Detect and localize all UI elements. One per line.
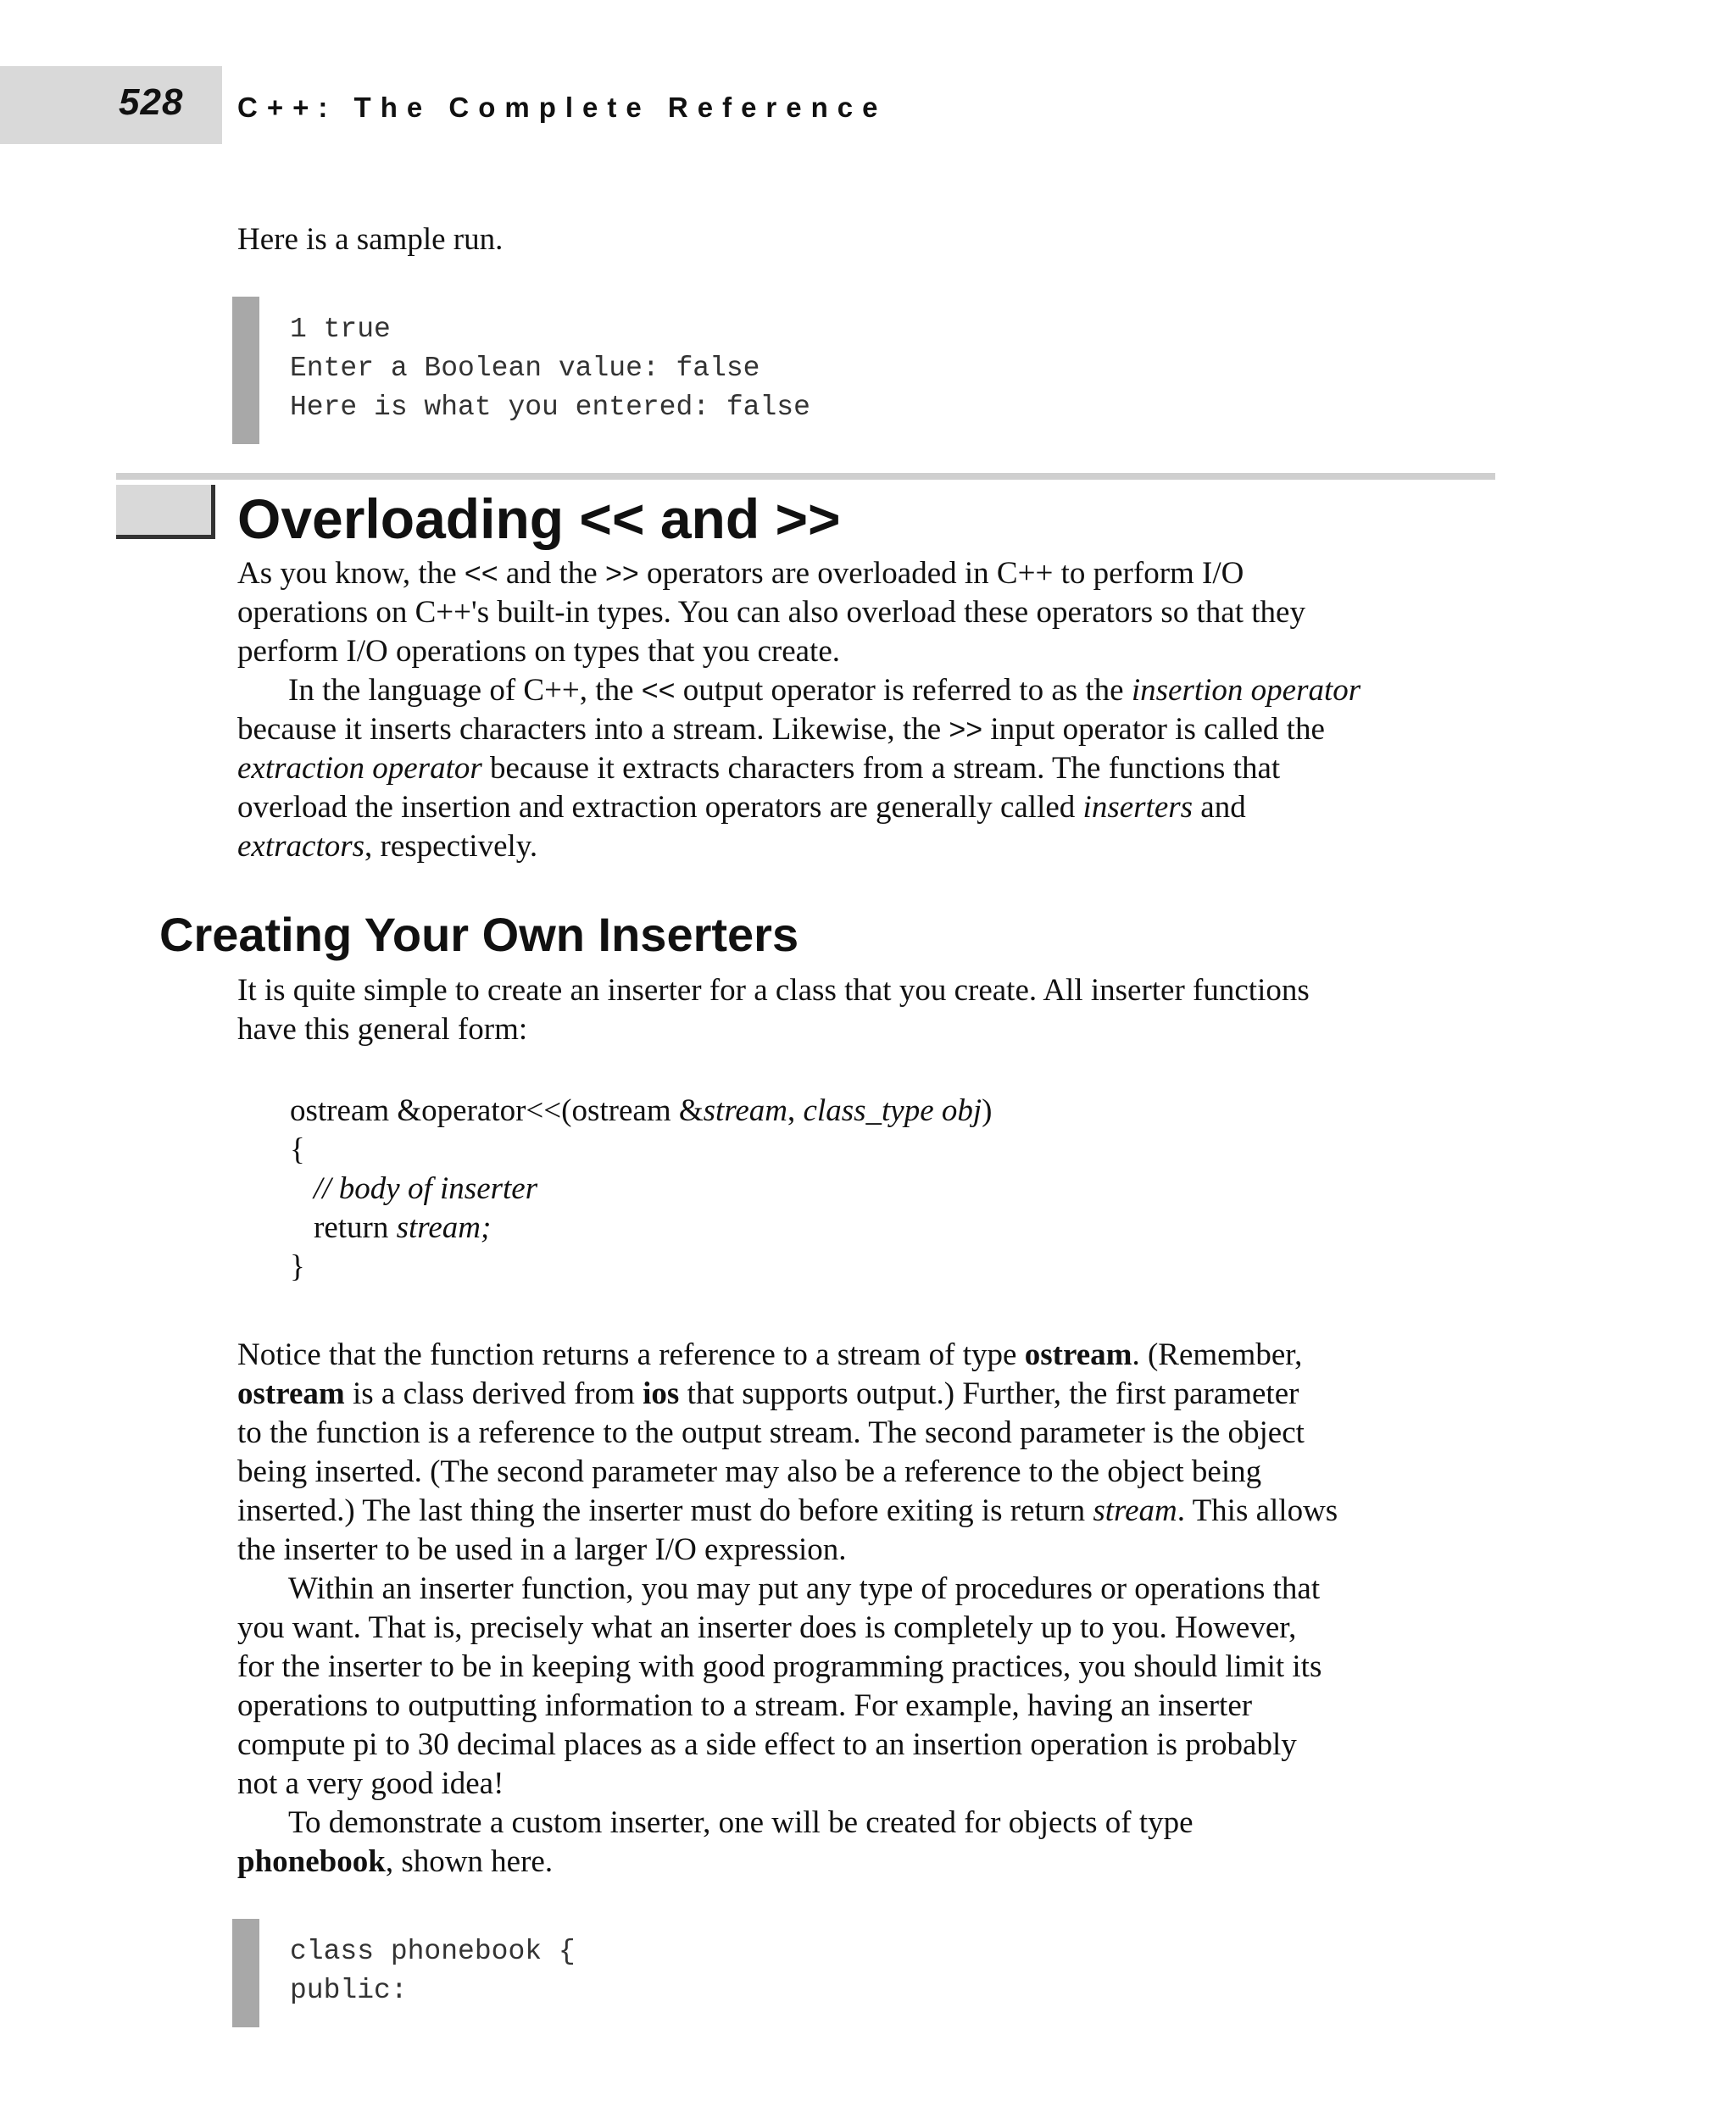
text-line: inserted.) The last thing the inserter must do before exiting is return stream. This allows xyxy=(237,1493,1338,1528)
subsection-paragraph-2 xyxy=(237,1336,1492,1570)
code-line: Here is what you entered: false xyxy=(290,392,810,423)
text-line: overload the insertion and extraction operators are generally called inserters and xyxy=(237,790,1246,825)
text-line: not a very good idea! xyxy=(237,1766,504,1801)
sample-run-text: Here is a sample run. xyxy=(237,222,504,257)
code-block-bar xyxy=(232,297,259,444)
text-line: extraction operator because it extracts characters from a stream. The functions that xyxy=(237,751,1281,786)
page-number-box xyxy=(0,66,222,144)
text-line: ostream is a class derived from ios that supports output.) Further, the first parameter xyxy=(237,1376,1299,1411)
general-form-open-brace: { xyxy=(290,1132,305,1167)
subsection-paragraph-3 xyxy=(237,1570,1492,1804)
general-form-close-brace: } xyxy=(290,1249,305,1284)
general-form xyxy=(290,1092,992,1287)
section-paragraph-1 xyxy=(237,554,1492,671)
code-line: class phonebook { xyxy=(290,1936,576,1967)
text-line: because it inserts characters into a stream. Likewise, the >> input operator is called the xyxy=(237,712,1325,747)
general-form-comment: // body of inserter xyxy=(314,1171,538,1206)
section-rule xyxy=(116,473,1495,480)
text-line: you want. That is, precisely what an inserter does is completely up to you. However, xyxy=(237,1610,1297,1645)
text-line: In the language of C++, the << output operator is referred to as the insertion operator xyxy=(288,673,1361,708)
code-block-phonebook xyxy=(290,1932,576,2010)
section-paragraph-2 xyxy=(237,671,1492,866)
subsection-paragraph-4 xyxy=(237,1804,1492,1882)
code-line: 1 true xyxy=(290,314,391,345)
page-number: 528 xyxy=(119,81,184,123)
code-block-sample-run xyxy=(290,310,810,427)
text-line: As you know, the << and the >> operators are overloaded in C++ to perform I/O xyxy=(237,556,1244,591)
general-form-signature: ostream &operator<<(ostream &stream, class_type obj) xyxy=(290,1093,993,1128)
text-line: perform I/O operations on types that you create. xyxy=(237,634,840,669)
code-line: Enter a Boolean value: false xyxy=(290,353,760,384)
code-block-bar xyxy=(232,1919,259,2027)
text-line: to the function is a reference to the output stream. The second parameter is the object xyxy=(237,1415,1305,1450)
text-line: To demonstrate a custom inserter, one will be created for objects of type xyxy=(288,1805,1194,1840)
text-line: the inserter to be used in a larger I/O expression. xyxy=(237,1532,847,1567)
text-line: phonebook, shown here. xyxy=(237,1844,554,1879)
running-title: C++: The Complete Reference xyxy=(237,92,887,123)
text-line: extractors, respectively. xyxy=(237,829,538,864)
section-heading: Overloading << and >> xyxy=(237,487,841,550)
code-line: public: xyxy=(290,1975,408,2006)
subsection-paragraph-1 xyxy=(237,971,1492,1049)
general-form-return: return stream; xyxy=(314,1210,492,1245)
section-heading-marker xyxy=(116,485,215,539)
text-line: operations on C++'s built-in types. You can also overload these operators so that they xyxy=(237,595,1305,630)
text-line: compute pi to 30 decimal places as a side effect to an insertion operation is probably xyxy=(237,1727,1297,1762)
text-line: It is quite simple to create an inserter for a class that you create. All inserter functions xyxy=(237,973,1310,1008)
text-line: operations to outputting information to a stream. For example, having an inserter xyxy=(237,1688,1253,1723)
sample-run-intro xyxy=(237,220,1492,259)
text-line: Within an inserter function, you may put any type of procedures or operations that xyxy=(288,1571,1321,1606)
text-line: have this general form: xyxy=(237,1012,528,1047)
text-line: being inserted. (The second parameter may also be a reference to the object being xyxy=(237,1454,1262,1489)
subsection-heading: Creating Your Own Inserters xyxy=(159,908,799,961)
text-line: for the inserter to be in keeping with good programming practices, you should limit its xyxy=(237,1649,1322,1684)
text-line: Notice that the function returns a reference to a stream of type ostream. (Remember, xyxy=(237,1337,1303,1372)
